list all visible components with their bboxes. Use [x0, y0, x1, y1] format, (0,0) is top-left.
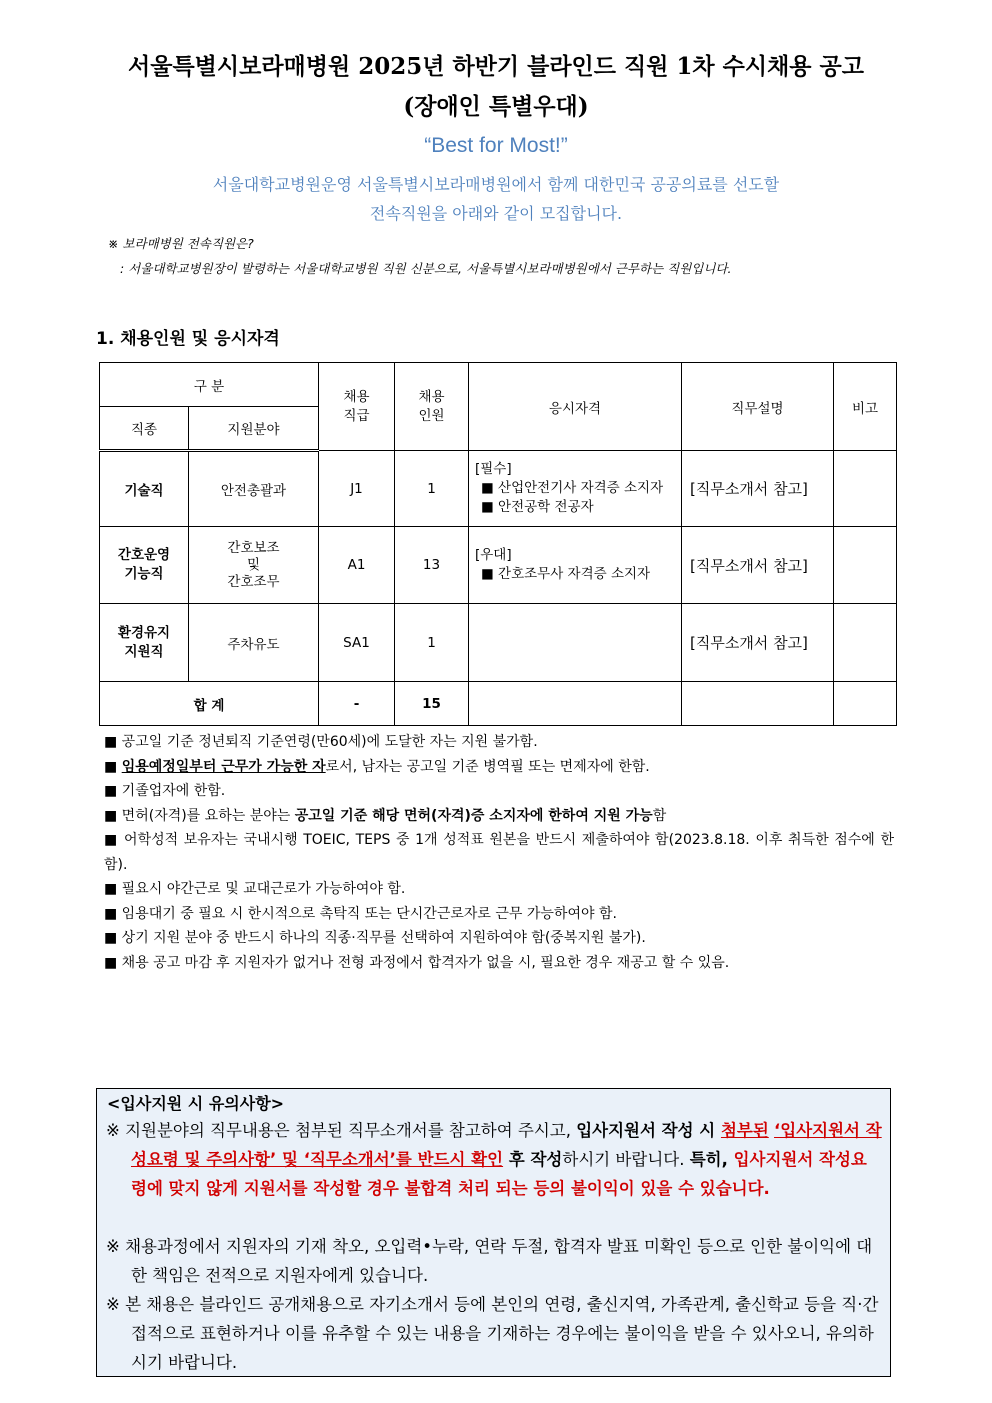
intro-line-1: 서울대학교병원운영 서울특별시보라매병원에서 함께 대한민국 공공의료를 선도할	[212, 175, 780, 194]
row-qualification	[469, 604, 682, 682]
list-item: ■ 필요시 야간근로 및 교대근로가 가능하여야 함.	[104, 881, 406, 897]
row-remark	[834, 527, 897, 604]
row-category: 간호운영 기능직	[100, 527, 189, 604]
table-row	[100, 451, 897, 527]
total-label: 합 계	[100, 682, 319, 726]
row-count: 1	[395, 451, 469, 527]
row-duty: [직무소개서 참고]	[682, 604, 834, 682]
list-item: ■ 임용예정일부터 근무가 가능한 자로서, 남자는 공고일 기준 병역필 또는 면제자에 한함.	[104, 758, 650, 775]
list-item: ■ 기졸업자에 한함.	[104, 783, 226, 799]
qual-item: ■ 간호조무사 자격증 소지자	[481, 566, 651, 582]
qual-label: [필수]	[475, 461, 512, 477]
row-category: 기술직	[100, 451, 189, 527]
notice-paragraph-3: ※ 본 채용은 블라인드 공개채용으로 자기소개서 등에 본인의 연령, 출신지역, 가족관계, 출신학교 등을 직·간접적으로 표현하거나 이를 유추할 수 있는 내용을 기재하는 경우에는 불이익을 받을 수 있사오니, 유의하시기 바랍니다.	[106, 1295, 879, 1372]
header-field: 지원분야	[189, 407, 319, 451]
total-duty	[682, 682, 834, 726]
row-qualification	[469, 451, 682, 527]
row-grade: A1	[319, 527, 395, 604]
row-category: 환경유지 지원직	[100, 604, 189, 682]
total-row	[100, 682, 897, 726]
row-grade: J1	[319, 451, 395, 527]
header-qualification: 응시자격	[469, 363, 682, 451]
page-subtitle: (장애인 특별우대)	[403, 93, 589, 120]
row-grade: SA1	[319, 604, 395, 682]
list-item: ■ 채용 공고 마감 후 지원자가 없거나 전형 과정에서 합격자가 없을 시, 필요한 경우 재공고 할 수 있음.	[104, 954, 730, 971]
slogan: “Best for Most!”	[424, 134, 568, 157]
list-item: ■ 임용대기 중 필요 시 한시적으로 촉탁직 또는 단시간근로자로 근무 가능하여야 함.	[104, 905, 617, 922]
header-category: 직종	[100, 407, 189, 451]
list-item: ■ 면허(자격)를 요하는 분야는 공고일 기준 해당 면허(자격)증 소지자에 한하여 지원 가능함	[104, 807, 667, 824]
total-qualification	[469, 682, 682, 726]
notice-box	[96, 1088, 891, 1377]
header-remark: 비고	[834, 363, 897, 451]
qual-label: [우대]	[475, 547, 512, 563]
header-count: 채용 인원	[395, 363, 469, 451]
row-duty: [직무소개서 참고]	[682, 527, 834, 604]
total-remark	[834, 682, 897, 726]
requirements-list	[104, 730, 894, 975]
row-count: 1	[395, 604, 469, 682]
header-group: 구 분	[100, 363, 319, 407]
table-row	[100, 527, 897, 604]
note-body: : 서울대학교병원장이 발령하는 서울대학교병원 직원 신분으로, 서울특별시보라매병원에서 근무하는 직원입니다.	[120, 261, 732, 276]
section-title: 1. 채용인원 및 응시자격	[96, 329, 280, 349]
recruitment-table	[99, 362, 897, 726]
notice-paragraph-1: ※ 지원분야의 직무내용은 첨부된 직무소개서를 참고하여 주시고, 입사지원서 작성 시 첨부된 ‘입사지원서 작성요령 및 주의사항’ 및 ‘직무소개서’를 반드시 확인 후 작성하시기 바랍니다. 특히, 입사지원서 작성요령에 맞지 않게 지원서를 작성할 경우 불합격 처리 되는 등의 불이익이 있을 수 있습니다.	[106, 1121, 882, 1198]
qual-item: ■ 산업안전기사 자격증 소지자	[481, 480, 664, 496]
row-field: 안전총괄과	[189, 451, 319, 527]
total-count: 15	[395, 682, 469, 726]
row-qualification	[469, 527, 682, 604]
row-remark	[834, 604, 897, 682]
row-count: 13	[395, 527, 469, 604]
row-remark	[834, 451, 897, 527]
total-grade: -	[319, 682, 395, 726]
row-field: 주차유도	[189, 604, 319, 682]
list-item: ■ 상기 지원 분야 중 반드시 하나의 직종·직무를 선택하여 지원하여야 함(중복지원 불가).	[104, 930, 646, 946]
header-grade: 채용 직급	[319, 363, 395, 451]
qual-item: ■ 안전공학 전공자	[481, 499, 594, 515]
intro-line-2: 전속직원을 아래와 같이 모집합니다.	[369, 204, 623, 223]
list-item: ■ 어학성적 보유자는 국내시행 TOEIC, TEPS 중 1개 성적표 원본을 반드시 제출하여야 함(2023.8.18. 이후 취득한 점수에 한함).	[104, 832, 894, 873]
table-row	[100, 604, 897, 682]
page-title: 서울특별시보라매병원 2025년 하반기 블라인드 직원 1차 수시채용 공고	[128, 53, 864, 80]
header-duty: 직무설명	[682, 363, 834, 451]
row-field: 간호보조 및 간호조무	[189, 527, 319, 604]
note-title: ※ 보라매병원 전속직원은?	[108, 236, 254, 251]
list-item: ■ 공고일 기준 정년퇴직 기준연령(만60세)에 도달한 자는 지원 불가함.	[104, 734, 538, 750]
notice-paragraph-2: ※ 채용과정에서 지원자의 기재 착오, 오입력•누락, 연락 두절, 합격자 발표 미확인 등으로 인한 불이익에 대한 책임은 전적으로 지원자에게 있습니다.	[106, 1237, 873, 1285]
notice-title: <입사지원 시 유의사항>	[107, 1094, 285, 1113]
row-duty: [직무소개서 참고]	[682, 451, 834, 527]
